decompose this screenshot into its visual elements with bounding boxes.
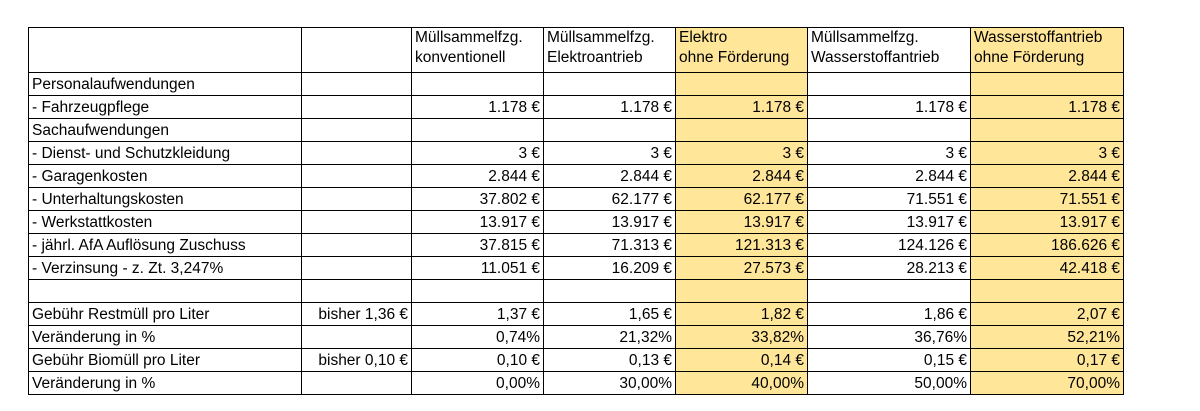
value-cell[interactable]	[412, 280, 544, 303]
row-label-cell[interactable]	[29, 280, 302, 303]
header-cell[interactable]	[808, 28, 971, 73]
table-row	[29, 188, 1124, 211]
row-label-cell[interactable]: - Werkstattkosten	[29, 211, 302, 234]
value-cell[interactable]: 1,86 €	[808, 303, 971, 326]
row-label-cell[interactable]: Gebühr Restmüll pro Liter	[29, 303, 302, 326]
value-cell[interactable]: 13.917 €	[808, 211, 971, 234]
value-cell[interactable]: 0,15 €	[808, 349, 971, 372]
value-cell[interactable]: 1,37 €	[412, 303, 544, 326]
header-line-2: konventionell	[415, 49, 506, 66]
value-cell[interactable]	[412, 119, 544, 142]
row-note-cell[interactable]	[302, 257, 412, 280]
row-note-cell[interactable]: bisher 1,36 €	[302, 303, 412, 326]
value-cell[interactable]	[544, 280, 676, 303]
value-cell[interactable]: 37.815 €	[412, 234, 544, 257]
table-row	[29, 211, 1124, 234]
value-cell[interactable]: 0,13 €	[544, 349, 676, 372]
row-note-cell[interactable]	[302, 96, 412, 119]
row-note-cell[interactable]	[302, 142, 412, 165]
value-cell[interactable]: 2.844 €	[544, 165, 676, 188]
row-label-cell[interactable]: Veränderung in %	[29, 326, 302, 349]
header-line-2: ohne Förderung	[679, 49, 790, 66]
table-row	[29, 165, 1124, 188]
value-cell[interactable]	[808, 280, 971, 303]
value-cell[interactable]: 121.313 €	[676, 234, 808, 257]
table-row	[29, 142, 1124, 165]
table-row	[29, 326, 1124, 349]
value-cell[interactable]: 42.418 €	[971, 257, 1124, 280]
row-note-cell[interactable]: bisher 0,10 €	[302, 349, 412, 372]
table-row	[29, 349, 1124, 372]
header-line-1: Elektro	[679, 29, 728, 46]
header-cell[interactable]	[676, 28, 808, 73]
value-cell[interactable]: 50,00%	[808, 372, 971, 395]
header-line-1: Müllsammelfzg.	[547, 29, 655, 46]
value-cell[interactable]: 2.844 €	[412, 165, 544, 188]
value-cell[interactable]	[544, 73, 676, 96]
value-cell[interactable]: 1.178 €	[808, 96, 971, 119]
value-cell[interactable]	[412, 73, 544, 96]
value-cell[interactable]: 0,14 €	[676, 349, 808, 372]
value-cell[interactable]: 0,00%	[412, 372, 544, 395]
header-line-1: Müllsammelfzg.	[415, 29, 523, 46]
value-cell[interactable]: 2,07 €	[971, 303, 1124, 326]
value-cell[interactable]: 3 €	[412, 142, 544, 165]
value-cell[interactable]: 13.917 €	[676, 211, 808, 234]
value-cell[interactable]	[544, 119, 676, 142]
value-cell[interactable]: 62.177 €	[544, 188, 676, 211]
row-label-cell[interactable]: Personalaufwendungen	[29, 73, 302, 96]
value-cell[interactable]: 2.844 €	[808, 165, 971, 188]
value-cell[interactable]: 71.313 €	[544, 234, 676, 257]
table-row	[29, 73, 1124, 96]
value-cell[interactable]: 1.178 €	[544, 96, 676, 119]
value-cell[interactable]: 3 €	[808, 142, 971, 165]
row-label-cell[interactable]: - jährl. AfA Auflösung Zuschuss	[29, 234, 302, 257]
value-cell[interactable]: 37.802 €	[412, 188, 544, 211]
row-label-cell[interactable]: - Dienst- und Schutzkleidung	[29, 142, 302, 165]
value-cell[interactable]: 62.177 €	[676, 188, 808, 211]
header-label-cell[interactable]	[29, 28, 302, 73]
row-note-cell[interactable]	[302, 73, 412, 96]
value-cell[interactable]: 21,32%	[544, 326, 676, 349]
value-cell[interactable]: 3 €	[971, 142, 1124, 165]
table-row	[29, 234, 1124, 257]
value-cell[interactable]	[808, 73, 971, 96]
header-line-2: Elektroantrieb	[547, 49, 643, 66]
row-label-cell[interactable]: Gebühr Biomüll pro Liter	[29, 349, 302, 372]
value-cell[interactable]: 70,00%	[971, 372, 1124, 395]
value-cell[interactable]: 13.917 €	[971, 211, 1124, 234]
value-cell[interactable]: 1,82 €	[676, 303, 808, 326]
row-note-cell[interactable]	[302, 326, 412, 349]
table-row	[29, 257, 1124, 280]
value-cell[interactable]: 124.126 €	[808, 234, 971, 257]
value-cell[interactable]: 13.917 €	[544, 211, 676, 234]
header-cell[interactable]	[544, 28, 676, 73]
header-cell[interactable]	[412, 28, 544, 73]
row-note-cell[interactable]	[302, 211, 412, 234]
value-cell[interactable]: 0,10 €	[412, 349, 544, 372]
table-row	[29, 280, 1124, 303]
value-cell[interactable]: 0,17 €	[971, 349, 1124, 372]
header-line-2: Wasserstoffantrieb	[811, 49, 940, 66]
row-label-cell[interactable]: - Fahrzeugpflege	[29, 96, 302, 119]
value-cell[interactable]: 3 €	[676, 142, 808, 165]
header-cell[interactable]	[971, 28, 1124, 73]
value-cell[interactable]: 1.178 €	[676, 96, 808, 119]
value-cell[interactable]	[808, 119, 971, 142]
value-cell[interactable]	[676, 280, 808, 303]
value-cell[interactable]: 3 €	[544, 142, 676, 165]
table-row	[29, 372, 1124, 395]
header-note-cell[interactable]	[302, 28, 412, 73]
value-cell[interactable]: 1.178 €	[971, 96, 1124, 119]
table-row	[29, 303, 1124, 326]
value-cell[interactable]: 28.213 €	[808, 257, 971, 280]
value-cell[interactable]	[971, 280, 1124, 303]
header-line-2: ohne Förderung	[974, 49, 1085, 66]
value-cell[interactable]	[676, 119, 808, 142]
row-note-cell[interactable]	[302, 234, 412, 257]
value-cell[interactable]: 40,00%	[676, 372, 808, 395]
value-cell[interactable]	[676, 73, 808, 96]
value-cell[interactable]: 30,00%	[544, 372, 676, 395]
row-note-cell[interactable]	[302, 165, 412, 188]
row-label-cell[interactable]: Sachaufwendungen	[29, 119, 302, 142]
value-cell[interactable]: 33,82%	[676, 326, 808, 349]
row-note-cell[interactable]	[302, 280, 412, 303]
row-note-cell[interactable]	[302, 119, 412, 142]
table-row	[29, 119, 1124, 142]
value-cell[interactable]: 36,76%	[808, 326, 971, 349]
cost-comparison-table	[28, 27, 1124, 395]
value-cell[interactable]	[971, 119, 1124, 142]
value-cell[interactable]: 52,21%	[971, 326, 1124, 349]
value-cell[interactable]: 16.209 €	[544, 257, 676, 280]
value-cell[interactable]: 11.051 €	[412, 257, 544, 280]
table-row	[29, 96, 1124, 119]
row-label-cell[interactable]: - Verzinsung - z. Zt. 3,247%	[29, 257, 302, 280]
value-cell[interactable]: 27.573 €	[676, 257, 808, 280]
row-note-cell[interactable]	[302, 372, 412, 395]
value-cell[interactable]: 71.551 €	[971, 188, 1124, 211]
value-cell[interactable]: 13.917 €	[412, 211, 544, 234]
header-line-1: Wasserstoffantrieb	[974, 29, 1103, 46]
value-cell[interactable]: 1,65 €	[544, 303, 676, 326]
value-cell[interactable]: 1.178 €	[412, 96, 544, 119]
row-label-cell[interactable]: - Garagenkosten	[29, 165, 302, 188]
header-row	[29, 28, 1124, 73]
value-cell[interactable]: 0,74%	[412, 326, 544, 349]
value-cell[interactable]	[971, 73, 1124, 96]
value-cell[interactable]: 2.844 €	[676, 165, 808, 188]
value-cell[interactable]: 186.626 €	[971, 234, 1124, 257]
row-label-cell[interactable]: - Unterhaltungskosten	[29, 188, 302, 211]
header-line-1: Müllsammelfzg.	[811, 29, 919, 46]
row-note-cell[interactable]	[302, 188, 412, 211]
row-label-cell[interactable]: Veränderung in %	[29, 372, 302, 395]
value-cell[interactable]: 71.551 €	[808, 188, 971, 211]
value-cell[interactable]: 2.844 €	[971, 165, 1124, 188]
